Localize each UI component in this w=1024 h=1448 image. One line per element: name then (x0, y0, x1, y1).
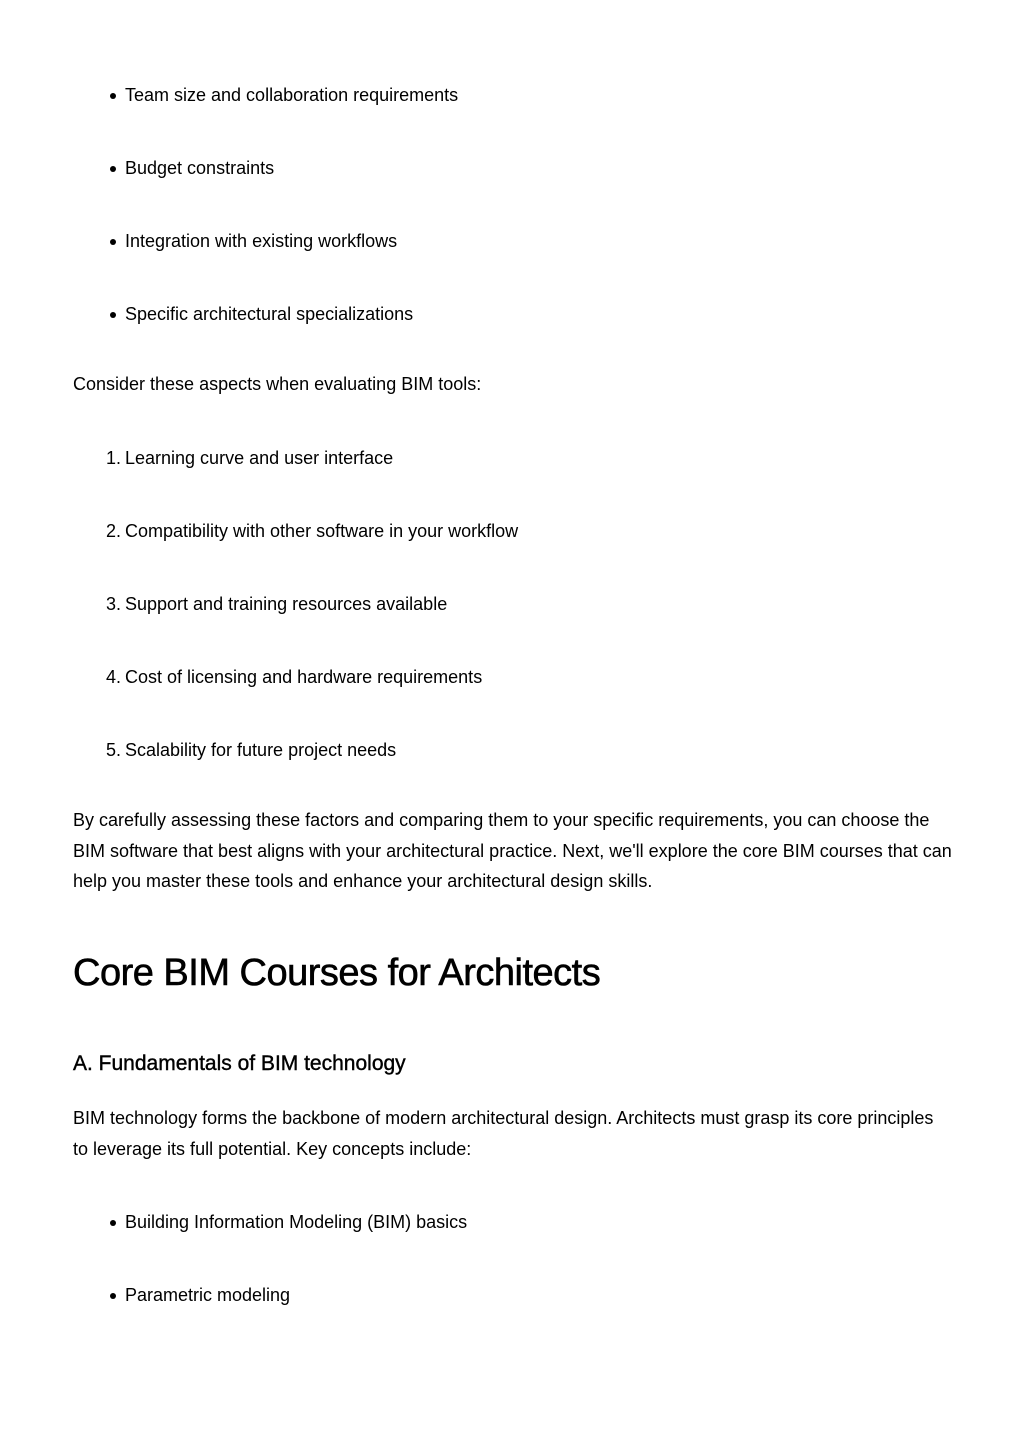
list-item-text: Compatibility with other software in your workflow (125, 521, 519, 541)
bullet-icon (110, 312, 116, 318)
bullet-icon (110, 1293, 116, 1299)
list-item (0, 740, 1024, 813)
bullet-icon (110, 1220, 116, 1226)
list-item-text: Scalability for future project needs (125, 740, 397, 760)
list-item-text: Building Information Modeling (BIM) basics (125, 1212, 468, 1232)
list-item (0, 85, 1024, 158)
list-item (0, 667, 1024, 740)
list-item (0, 158, 1024, 231)
list-item (0, 1212, 1024, 1285)
subsection-paragraph: BIM technology forms the backbone of modern architectural design. Architects must grasp its core principles to leverage its full potential. Key concepts include: (73, 1108, 934, 1159)
list-item (0, 448, 1024, 521)
subsection-heading: A. Fundamentals of BIM technology (73, 1052, 406, 1075)
bullet-icon (110, 93, 116, 99)
bullet-icon (110, 239, 116, 245)
list-item-number: 2. (105, 521, 121, 541)
list-item (0, 594, 1024, 667)
list-item-text: Learning curve and user interface (125, 448, 394, 468)
list-item-number: 3. (105, 594, 121, 614)
bullet-list-factors (0, 85, 1024, 377)
summary-paragraph: By carefully assessing these factors and comparing them to your specific requirements, you can choose the BIM software that best aligns with your architectural practice. Next, we'll explore the core BIM courses that can help you master these tools and enhance your architectural design skills. (73, 810, 952, 891)
list-item-number: 5. (105, 740, 121, 760)
list-item (0, 1285, 1024, 1358)
bullet-icon (110, 166, 116, 172)
bullet-list-key-concepts (0, 1212, 1024, 1358)
list-item-number: 1. (105, 448, 121, 468)
list-item-text: Support and training resources available (125, 594, 448, 614)
list-item-text: Integration with existing workflows (125, 231, 398, 251)
list-item-text: Cost of licensing and hardware requirements (125, 667, 483, 687)
list-item (0, 521, 1024, 594)
list-item (0, 231, 1024, 304)
list-item-text: Budget constraints (125, 158, 275, 178)
intro-paragraph: Consider these aspects when evaluating BIM tools: (73, 374, 482, 394)
list-item-text: Parametric modeling (125, 1285, 291, 1305)
list-item-text: Specific architectural specializations (125, 304, 414, 324)
numbered-list-evaluation (0, 448, 1024, 813)
list-item-number: 4. (105, 667, 121, 687)
list-item-text: Team size and collaboration requirements (125, 85, 459, 105)
section-heading: Core BIM Courses for Architects (73, 952, 601, 994)
list-item (0, 304, 1024, 377)
